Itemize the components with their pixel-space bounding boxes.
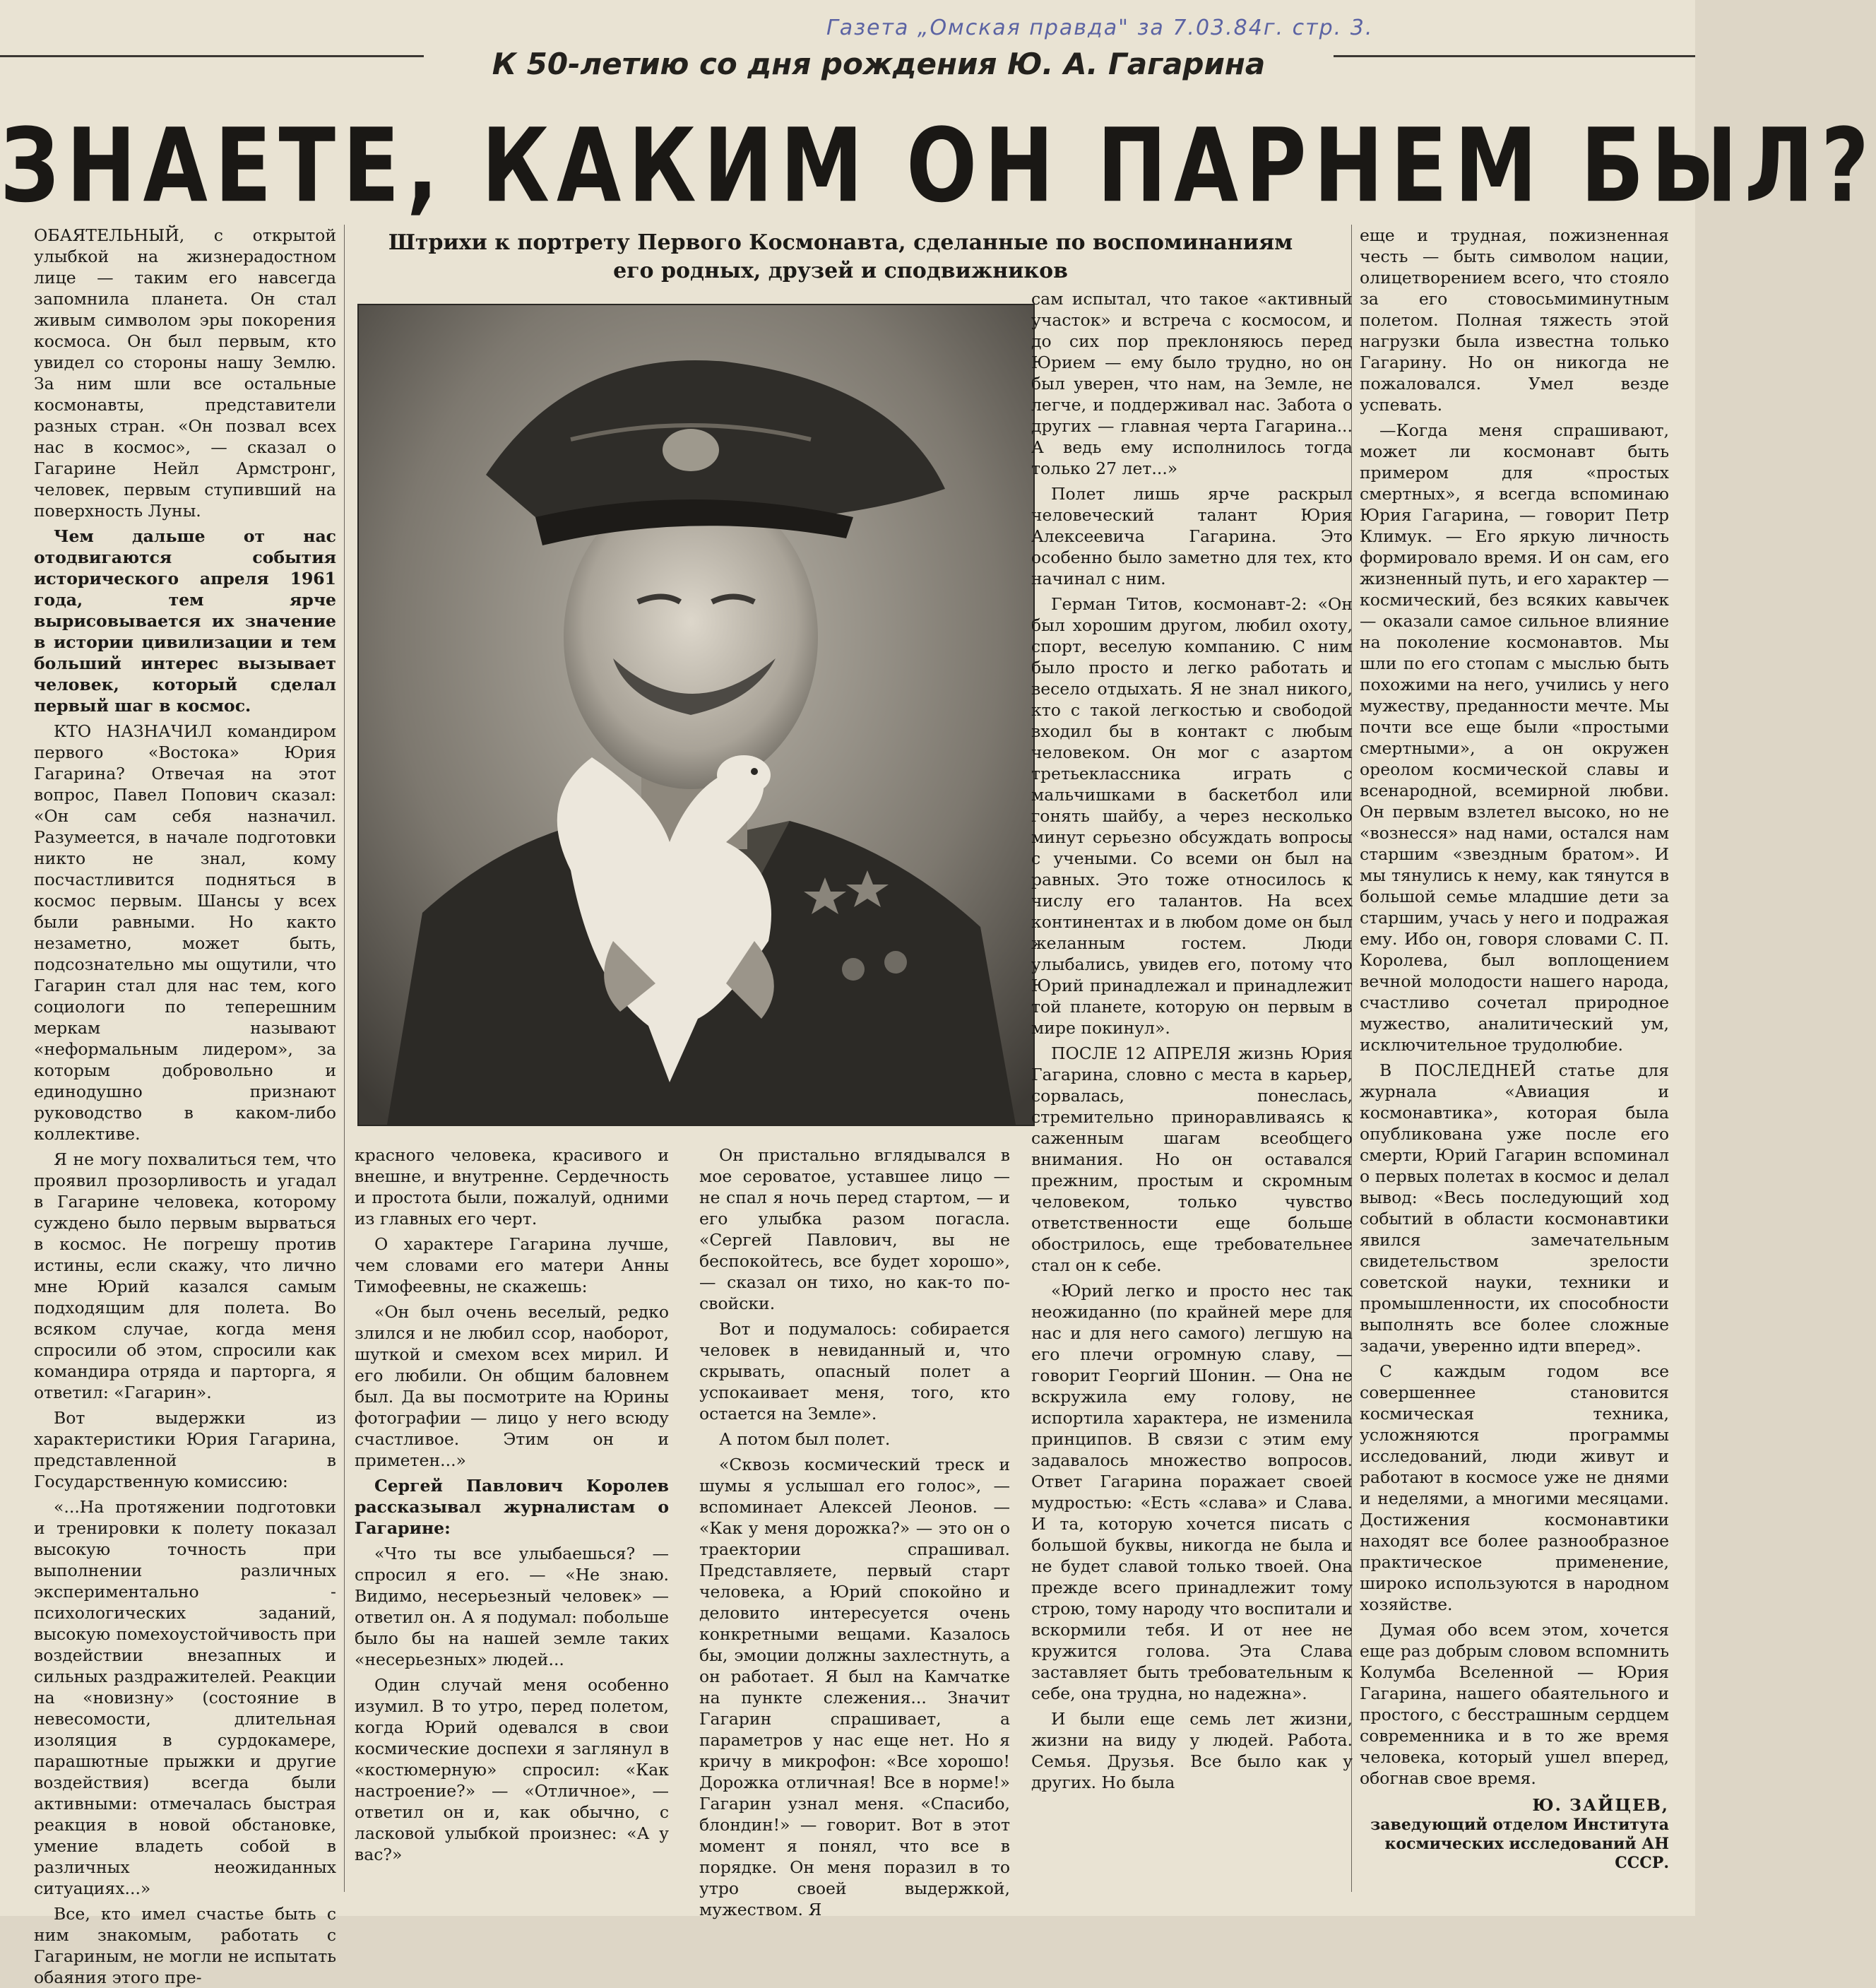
article-column-5 bbox=[1360, 225, 1669, 1892]
paragraph: Сергей Павлович Королев рассказывал журналистам о Гагарине: bbox=[355, 1476, 669, 1538]
anniversary-kicker: К 50-летию со дня рождения Ю. А. Гагарина bbox=[424, 47, 1334, 81]
paragraph: сам испытал, что такое «активный участок» и встреча с космосом, и до сих пор преклоняюсь перед Юрием — ему было трудно, но он был уверен, что нам, на Земле, не легче, и поддерживал нас. Забота о других — главная черта Гагарина... А ведь ему исполнилось тогда только 27 лет...» bbox=[1031, 289, 1353, 478]
article-column-4 bbox=[1031, 288, 1353, 1892]
paragraph: «Он был очень веселый, редко злился и не любил ссор, наоборот, шуткой и смехом всех мирил. И его любили. Он общим баловнем был. Да вы посмотрите на Юрины фотографии — лицо у него всюду счастливое. Этим он и приметен...» bbox=[355, 1302, 669, 1470]
paragraph: Я не могу похвалиться тем, что проявил прозорливость и угадал в Гагарине человека, которому суждено было первым вырваться в космос. Не погрешу против истины, если скажу, что лично мне Юрий казался самым подходящим для полета. Во всяком случае, когда меня спросили об этом, спросили как командира отряда и парторга, я ответил: «Гагарин». bbox=[34, 1149, 336, 1402]
author-signature bbox=[1360, 1794, 1669, 1873]
paragraph: Вот и подумалось: собирается человек в невиданный и, что скрывать, опасный полет а успокаивает меня, того, кто остается на Земле». bbox=[699, 1319, 1010, 1424]
paragraph: Все, кто имел счастье быть с ним знакомым, работать с Гагариным, не могли не испытать обаяния этого пре- bbox=[34, 1904, 336, 1987]
article-column-2 bbox=[355, 1144, 669, 1893]
paragraph: Герман Титов, космонавт-2: «Он был хорошим другом, любил охоту, спорт, веселую компанию. С ним было просто и легко работать и весело отдыхать. Я не знал никого, кто с такой легкостью и свободой входил бы в контакт с любым человеком. Он мог с азартом третьеклассника играть с мальчишками в баскетбол или гонять шайбу, а через несколько минут серьезно обсуждать вопросы с учеными. Со всеми он был на равных. Это тоже относилось к числу его талантов. На всех континентах и в любом доме он был желанным гостем. Люди улыбались, увидев его, потому что Юрий принадлежал и принадлежит той планете, которую он первым в мире покинул». bbox=[1031, 594, 1353, 1038]
paragraph: О характере Гагарина лучше, чем словами его матери Анны Тимофеевны, не скажешь: bbox=[355, 1234, 669, 1296]
author-name: Ю. ЗАЙЦЕВ, bbox=[1532, 1795, 1669, 1815]
paragraph: «...На протяжении подготовки и тренировки к полету показал высокую точность при выполнении различных экспериментально - психологических заданий, высокую помехоустойчивость при воздействии внезапных и сильных раздражителей. Реакции на «новизну» (состояние в невесомости, длительная изоляция в сурдокамере, парашютные прыжки и другие воздействия) всегда были активными: отмечалась быстрая реакция в новой обстановке, умение владеть собой в различных неожиданных ситуациях...» bbox=[34, 1497, 336, 1898]
paragraph: КТО НАЗНАЧИЛ командиром первого «Востока» Юрия Гагарина? Отвечая на этот вопрос, Павел Попович сказал: «Он сам себя назначил. Разумеется, в начале подготовки никто не знал, кому посчастливится подняться в космос первым. Шансы у всех были равными. Но както незаметно, может быть, подсознательно мы ощутили, что Гагарин стал для нас тем, кого социологи по теперешним меркам называют «неформальным лидером», за которым добровольно и единодушно признают руководство в каком-либо коллективе. bbox=[34, 721, 336, 1144]
paragraph: С каждым годом все совершеннее становится космическая техника, усложняются программы исследований, люди живут и работают в космосе уже не днями и неделями, а многими месяцами. Достижения космонавтики находят все более разнообразное практическое применение, широко используются в народном хозяйстве. bbox=[1360, 1361, 1669, 1614]
paragraph: «Сквозь космический треск и шумы я услышал его голос», — вспоминает Алексей Леонов. — «Как у меня дорожка?» — это он о траектории спрашивал. Представляете, первый старт человека, а Юрий спокойно и деловито интересуется очень конкретными вещами. Казалось бы, эмоции должны захлестнуть, а он работает. Я был на Камчатке на пункте слежения... Значит Гагарин спрашивает, а параметров у нас еще нет. Но я кричу в микрофон: «Все хорошо! Дорожка отличная! Все в норме!» Гагарин узнал меня. «Спасибо, блондин!» — говорит. Вот в этот момент я понял, что все в порядке. Он меня поразил в то утро своей выдержкой, мужеством. Я bbox=[699, 1455, 1010, 1919]
paragraph: «Юрий легко и просто нес так неожиданно (по крайней мере для нас и для него самого) легшую на его плечи огромную славу, — говорит Георгий Шонин. — Она не вскружила ему голову, не испортила характера, не изменила принципов. В связи с этим ему задавалось множество вопросов. Ответ Гагарина поражает своей мудростью: «Есть «слава» и Слава. И та, которую хочется писать с большой буквы, никогда не была и не будет славой только твоей. Она прежде всего принадлежит тому строю, тому народу что воспитали и вскормили тебя. И от нее не кружится голова. Эта Слава заставляет быть требовательным к себе, она трудна, но надежна». bbox=[1031, 1281, 1353, 1703]
paragraph: Чем дальше от нас отодвигаются события исторического апреля 1961 года, тем ярче вырисовывается их значение в истории цивилизации и тем больший интерес вызывает человек, который сделал первый шаг в космос. bbox=[34, 526, 336, 716]
paragraph: Вот выдержки из характеристики Юрия Гагарина, представленной в Государственную комиссию: bbox=[34, 1408, 336, 1491]
article-subheadline: Штрихи к портрету Первого Космонавта, сделанные по воспоминаниям его родных, друзей и сподвижников bbox=[388, 230, 1293, 283]
paragraph: И были еще семь лет жизни, жизни на виду у людей. Работа. Семья. Друзья. Все было как у других. Но была bbox=[1031, 1709, 1353, 1792]
article-column-3 bbox=[699, 1144, 1010, 1919]
article-headline: ЗНАЕТЕ, КАКИМ ОН ПАРНЕМ БЫЛ? bbox=[0, 106, 1876, 225]
portrait-photo bbox=[357, 304, 1035, 1126]
article-column-1 bbox=[34, 225, 336, 1987]
paragraph: Полет лишь ярче раскрыл человеческий талант Юрия Алексеевича Гагарина. Это особенно было заметно для тех, кто начинал с ним. bbox=[1031, 484, 1353, 588]
paragraph: Один случай меня особенно изумил. В то утро, перед полетом, когда Юрий одевался в свои космические доспехи я заглянул в «костюмерную» спросил: «Как настроение?» — «Отличное», — ответил он и, как обычно, с ласковой улыбкой произнес: «А у вас?» bbox=[355, 1675, 669, 1864]
paragraph: В ПОСЛЕДНЕЙ статье для журнала «Авиация и космонавтика», которая была опубликована уже после его смерти, Юрий Гагарин вспоминал о первых полетах в космос и делал вывод: «Весь последующий ход событий в области космонавтики явился замечательным свидетельством зрелости советской науки, техники и промышленности, их способности выполнять все более сложные задачи, уверенно идти вперед». bbox=[1360, 1060, 1669, 1356]
paragraph: еще и трудная, пожизненная честь — быть символом нации, олицетворением всего, что стояло за его стовосьмиминутным полетом. Полная тяжесть этой нагрузки была известна только Гагарину. Но он никогда не пожаловался. Умел везде успевать. bbox=[1360, 225, 1669, 415]
handwritten-archive-note: Газета „Омская правда" за 7.03.84г. стр. 3. bbox=[826, 16, 1374, 40]
paragraph: Думая обо всем этом, хочется еще раз добрым словом вспомнить Колумба Вселенной — Юрия Гагарина, нашего обаятельного и простого, с бесстрашным сердцем современника и в то же время человека, который ушел вперед, обогнав свое время. bbox=[1360, 1620, 1669, 1788]
paragraph: А потом был полет. bbox=[719, 1429, 891, 1449]
paragraph: «Что ты все улыбаешься? —спросил я его. — «Не знаю. Видимо, несерьезный человек» — ответил он. А я подумал: побольше было бы на нашей земле таких «несерьезных» людей... bbox=[355, 1544, 669, 1669]
paragraph: —Когда меня спрашивают, может ли космонавт быть примером для «простых смертных», я всегда вспоминаю Юрия Гагарина, — говорит Петр Климук. — Его яркую личность формировало время. И он сам, его жизненный путь, и его характер — космический, без всяких кавычек — оказали самое сильное влияние на поколение космонавтов. Мы шли по его стопам с мыслью быть похожими на него, учились у него мужеству, преданности мечте. Мы почти все еще были «простыми смертными», а он окружен ореолом космической славы и всенародной, всемирной любви. Он первым взлетел высоко, но не «вознесся» над нами, остался нам старшим «звездным братом». И мы тянулись к нему, как тянутся в большой семье младшие дети за старшим, учась у него и подражая ему. Ибо он, говоря словами С. П. Королева, был воплощением вечной молодости нашего народа, счастливо сочетал природное мужество, аналитический ум, исключительное трудолюбие. bbox=[1360, 420, 1669, 1055]
cosmonaut-with-dove-image bbox=[359, 305, 1033, 1125]
paragraph: Он пристально вглядывался в мое сероватое, уставшее лицо — не спал я ночь перед стартом, — и его улыбка разом погасла. «Сергей Павлович, вы не беспокойтесь, все будет хорошо», — сказал он тихо, но как-то по-свойски. bbox=[699, 1145, 1010, 1313]
column-rule bbox=[344, 225, 345, 1892]
paragraph: ОБАЯТЕЛЬНЫЙ, с открытой улыбкой на жизнерадостном лице — таким его навсегда запомнила планета. Он стал живым символом эры покорения космоса. Он был первым, кто увидел со стороны нашу Землю. За ним шли все остальные космонавты, представители разных стран. «Он позвал всех нас в космос», — сказал о Гагарине Нейл Армстронг, человек, первым ступивший на поверхность Луны. bbox=[34, 225, 336, 521]
paragraph: ПОСЛЕ 12 АПРЕЛЯ жизнь Юрия Гагарина, словно с места в карьер, сорвалась, понеслась, стремительно приноравливаясь к саженным шагам всеобщего внимания. Но он оставался прежним, простым и скромным человеком, только чувство ответственности еще больше обострилось, еще требовательнее стал он к себе. bbox=[1031, 1043, 1353, 1275]
author-role: заведующий отделом Института космических исследований АН СССР. bbox=[1370, 1816, 1669, 1872]
paragraph: красного человека, красивого и внешне, и внутренне. Сердечность и простота были, пожалуй, одними из главных его черт. bbox=[355, 1145, 669, 1229]
